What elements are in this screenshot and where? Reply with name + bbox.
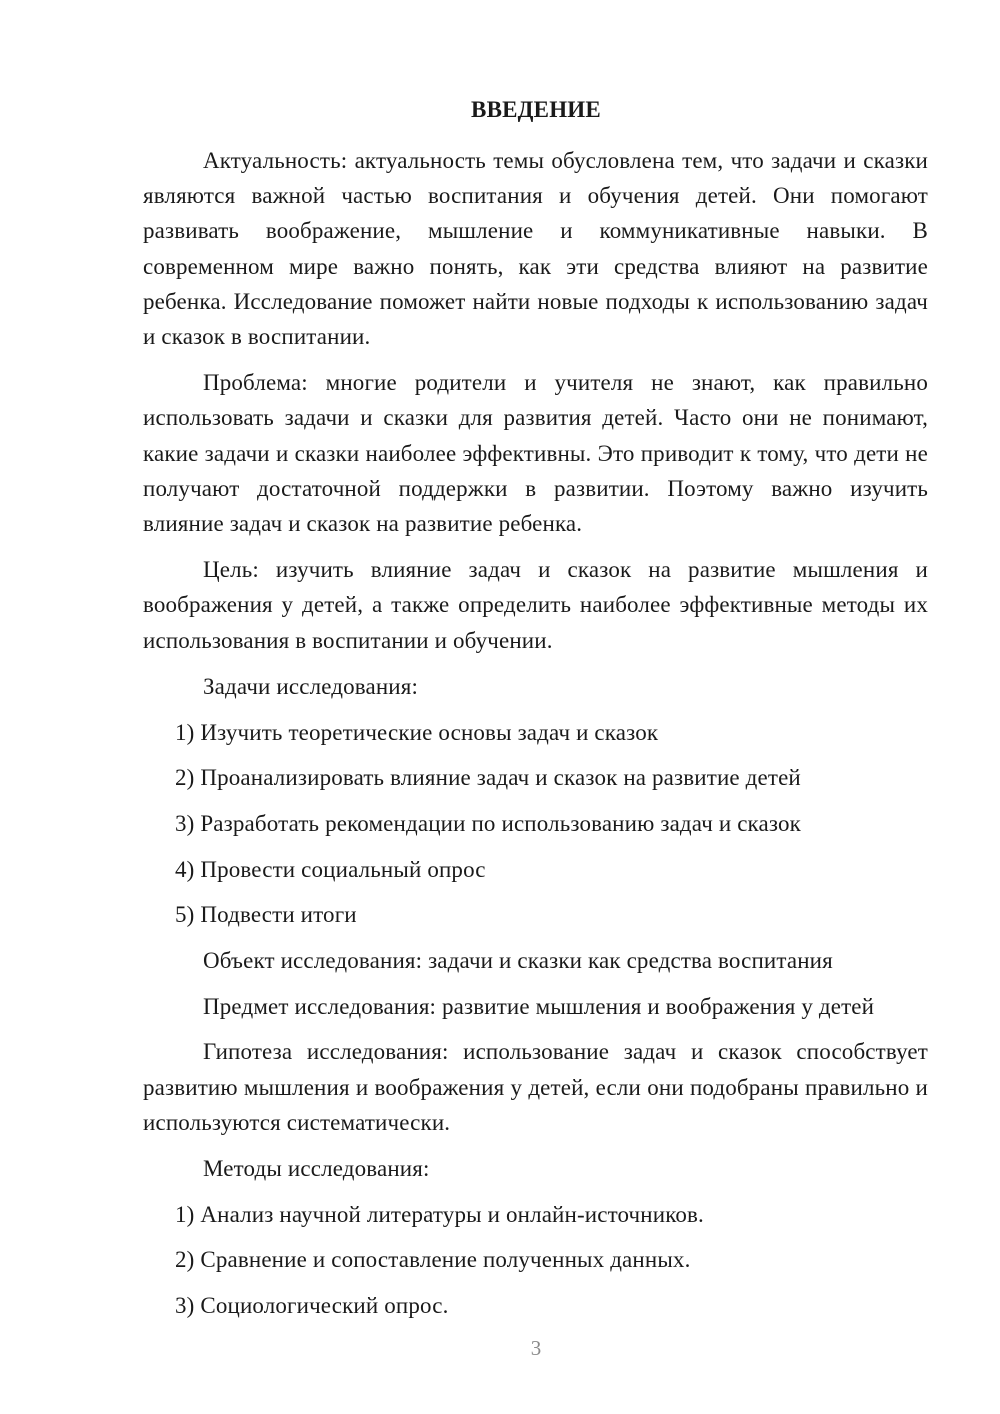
hypothesis-paragraph: Гипотеза исследования: использование задач и сказок способствует развитию мышления и воображения у детей, если они подобраны правильно и используются систематически.	[143, 1039, 928, 1135]
method-item: 1) Анализ научной литературы и онлайн-источников.	[175, 1201, 704, 1227]
task-item: 4) Провести социальный опрос	[175, 856, 486, 882]
methods-heading: Методы исследования:	[203, 1156, 430, 1182]
method-item: 2) Сравнение и сопоставление полученных данных.	[175, 1247, 691, 1273]
object-paragraph: Объект исследования: задачи и сказки как средства воспитания	[203, 948, 833, 974]
problem-paragraph: Проблема: многие родители и учителя не знают, как правильно использовать задачи и сказки для развития детей. Часто они не понимают, какие задачи и сказки наиболее эффективны. Это приводит к тому, что дети не получают достаточной поддержки в развитии. Поэтому важно изучить влияние задач и сказок на развитие ребенка.	[143, 370, 928, 537]
page-number: 3	[530, 1336, 542, 1360]
task-item: 2) Проанализировать влияние задач и сказок на развитие детей	[175, 765, 801, 791]
subject-paragraph: Предмет исследования: развитие мышления и воображения у детей	[203, 993, 875, 1019]
page-title: ВВЕДЕНИЕ	[471, 97, 601, 122]
goal-paragraph: Цель: изучить влияние задач и сказок на развитие мышления и воображения у детей, а также определить наиболее эффективные методы их использования в воспитании и обучении.	[143, 557, 928, 653]
task-item: 1) Изучить теоретические основы задач и сказок	[175, 719, 659, 745]
relevance-paragraph: Актуальность: актуальность темы обусловлена тем, что задачи и сказки являются важной частью воспитания и обучения детей. Они помогают развивать воображение, мышление и коммуникативные навыки. В современном мире важно понять, как эти средства влияют на развитие ребенка. Исследование поможет найти новые подходы к использованию задач и сказок в воспитании.	[143, 148, 928, 350]
task-item: 5) Подвести итоги	[175, 902, 357, 928]
tasks-heading: Задачи исследования:	[203, 673, 419, 699]
method-item: 3) Социологический опрос.	[175, 1293, 449, 1319]
task-item: 3) Разработать рекомендации по использованию задач и сказок	[175, 810, 801, 836]
document-body	[143, 143, 928, 1334]
